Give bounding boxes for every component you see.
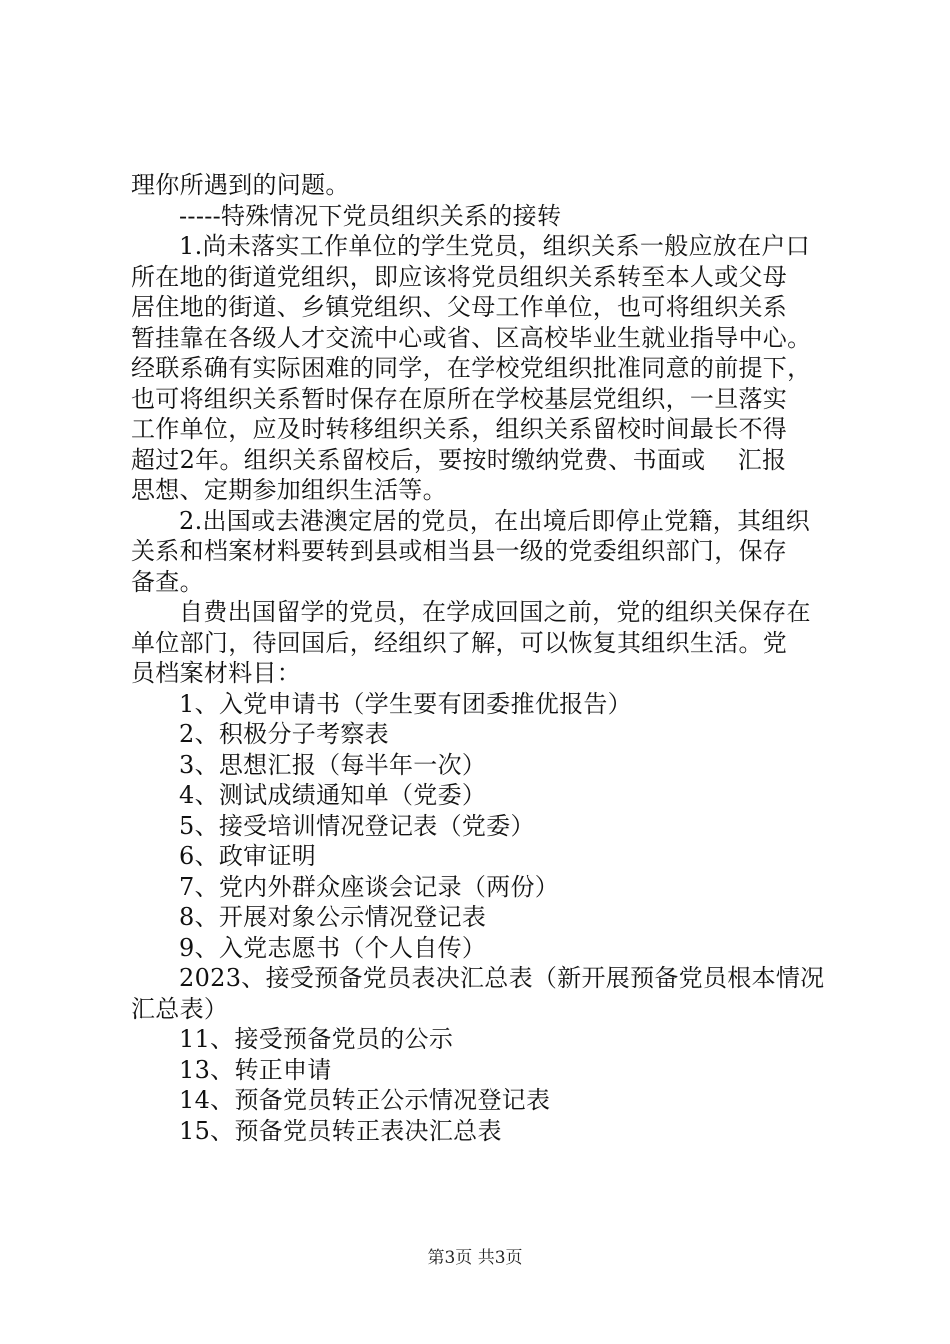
text-line: 1、入党申请书（学生要有团委推优报告） — [179, 689, 632, 718]
text-line: 2023、接受预备党员表决汇总表（新开展预备党员根本情况 — [179, 964, 825, 992]
text-line: 员档案材料目： — [131, 659, 302, 687]
text-line: 1.尚未落实工作单位的学生党员，组织关系一般应放在户口 — [179, 232, 810, 260]
text-line: 8、开展对象公示情况登记表 — [179, 903, 487, 931]
text-line: -----特殊情况下党员组织关系的接转 — [179, 201, 562, 230]
page-footer: 第3页 共3页 — [427, 1248, 523, 1268]
text-line: 超过2年。组织关系留校后，要按时缴纳党费、书面或 汇报 — [131, 445, 787, 474]
text-line: 关系和档案材料要转到县或相当县一级的党委组织部门，保存 — [131, 537, 788, 565]
text-line: 汇总表） — [131, 994, 229, 1023]
text-line: 11、接受预备党员的公示 — [179, 1025, 454, 1053]
text-line: 15、预备党员转正表决汇总表 — [179, 1116, 502, 1145]
text-line: 7、党内外群众座谈会记录（两份） — [179, 872, 560, 901]
text-line: 自费出国留学的党员，在学成回国之前，党的组织关保存在 — [179, 598, 811, 626]
text-line: 4、测试成绩通知单（党委） — [179, 781, 487, 809]
text-line: 2.出国或去港澳定居的党员，在出境后即停止党籍，其组织 — [179, 506, 810, 535]
document-body — [131, 170, 841, 1146]
text-line: 2、积极分子考察表 — [179, 720, 389, 748]
text-line: 备查。 — [131, 567, 204, 596]
text-line: 理你所遇到的问题。 — [131, 171, 350, 199]
text-line: 经联系确有实际困难的同学，在学校党组织批准同意的前提下， — [131, 354, 812, 382]
text-line: 6、政审证明 — [179, 842, 317, 870]
text-line: 所在地的街道党组织，即应该将党员组织关系转至本人或父母 — [131, 262, 788, 291]
text-line: 单位部门，待回国后，经组织了解，可以恢复其组织生活。党 — [131, 628, 788, 657]
text-line: 暂挂靠在各级人才交流中心或省、区高校毕业生就业指导中心。 — [131, 323, 812, 352]
text-line: 9、入党志愿书（个人自传） — [179, 933, 487, 962]
text-line: 居住地的街道、乡镇党组织、父母工作单位，也可将组织关系 — [131, 293, 788, 321]
text-line: 3、思想汇报（每半年一次） — [179, 750, 487, 779]
text-line: 思想、定期参加组织生活等。 — [131, 476, 447, 504]
text-line: 也可将组织关系暂时保存在原所在学校基层党组织，一旦落实 — [131, 384, 788, 413]
text-line: 工作单位，应及时转移组织关系，组织关系留校时间最长不得 — [131, 415, 788, 443]
text-line: 13、转正申请 — [179, 1055, 332, 1084]
text-line: 5、接受培训情况登记表（党委） — [179, 811, 535, 840]
text-line: 14、预备党员转正公示情况登记表 — [179, 1086, 551, 1114]
